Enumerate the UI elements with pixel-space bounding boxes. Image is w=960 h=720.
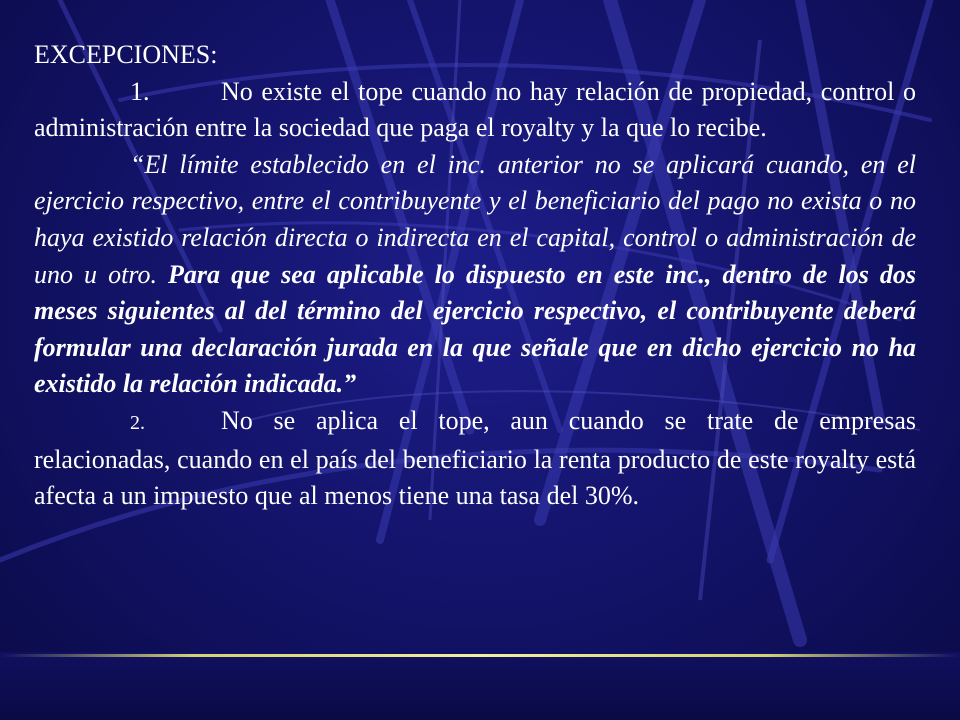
- item-2-text: No se aplica el tope, aun cuando se trate de empresas relacionadas, cuando en el país del beneficiario la renta producto de este royalty está afecta a un impuesto que al menos tiene una tasa del 30%.: [34, 405, 916, 511]
- slide-title: EXCEPCIONES:: [34, 40, 218, 69]
- quote-italic-text: “El límite establecido en el inc. anterior no se aplicará cuando, en el ejercicio respectivo, entre el contribuyente y el beneficiario del pago no exista o no haya existido relación directa o indirecta en el capital, control o administración de uno u otro.: [34, 149, 916, 289]
- item-1-text: No existe el tope cuando no hay relación de propiedad, control o administración entre la sociedad que paga el royalty y la que lo recibe.: [34, 76, 916, 143]
- bottom-accent-line: [0, 654, 960, 657]
- quote-bold-text: Para que sea aplicable lo dispuesto en este inc., dentro de los dos meses siguientes al del término del ejercicio respectivo, el contribuyente deberá formular una declaración jurada en la que señale que en dicho ejercicio no ha existido la relación indicada.”: [34, 259, 916, 399]
- slide-body: [34, 37, 916, 515]
- exception-item-2: [34, 403, 916, 515]
- legal-quote: [34, 147, 916, 403]
- item-1-number: 1.: [130, 76, 150, 106]
- item-2-number: 2.: [130, 411, 145, 434]
- bottom-band: [0, 652, 960, 720]
- exception-item-1: [34, 74, 916, 147]
